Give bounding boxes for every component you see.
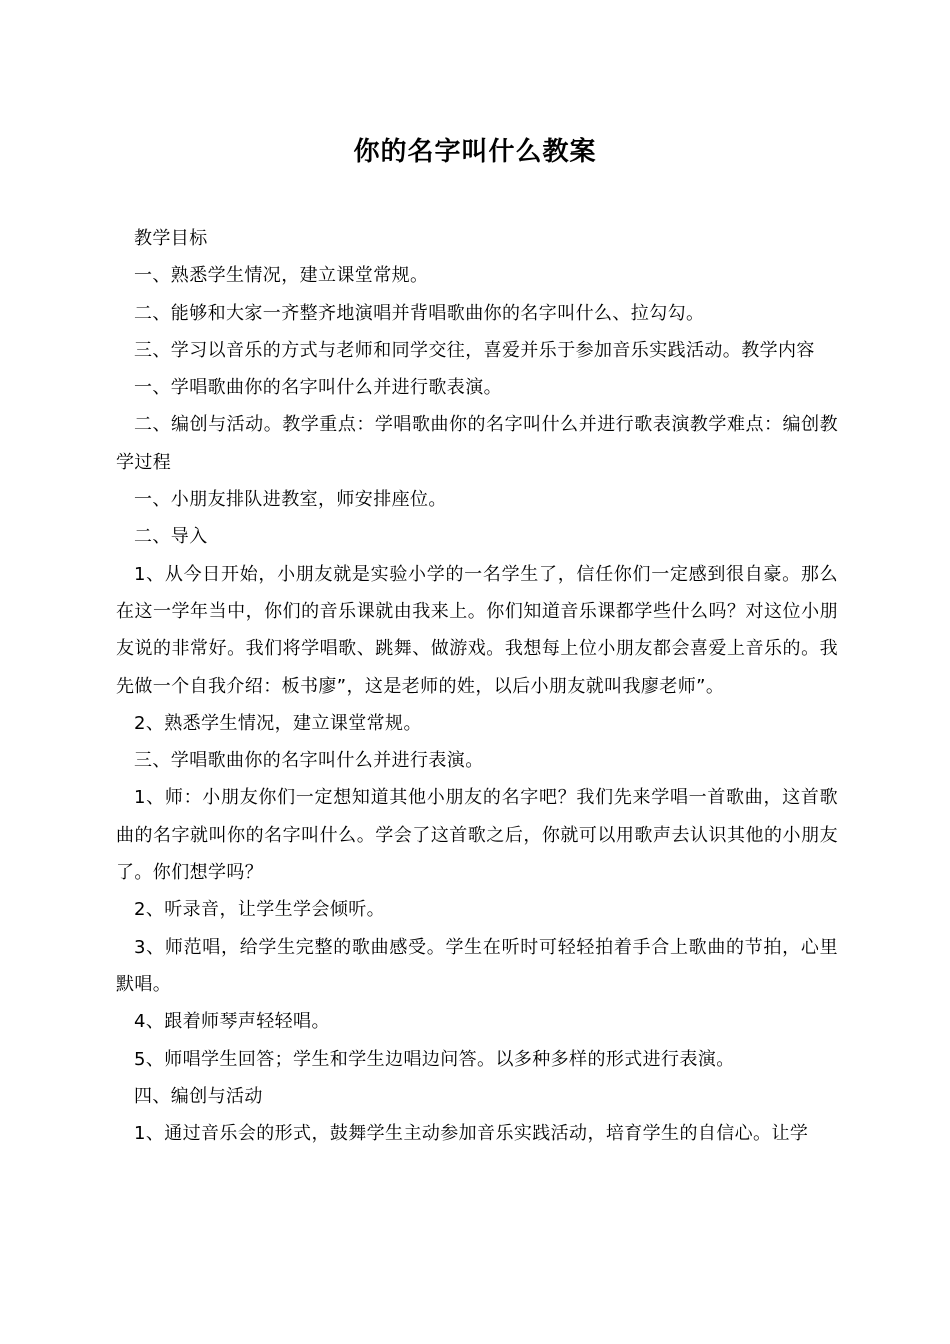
paragraph: 1、从今日开始，小朋友就是实验小学的一名学生了，信任你们一定感到很自豪。那么在这一学年当中，你们的音乐课就由我来上。你们知道音乐课都学些什么吗？对这位小朋友说的非常好。我们将学唱歌、跳舞、做游戏。我想每上位小朋友都会喜爱上音乐的。我先做一个自我介绍：板书廖”，这是老师的姓，以后小朋友就叫我廖老师”。: [116, 563, 838, 697]
paragraph: 1、通过音乐会的形式，鼓舞学生主动参加音乐实践活动，培育学生的自信心。让学: [134, 1123, 809, 1145]
paragraph: 三、学唱歌曲你的名字叫什么并进行表演。: [134, 750, 484, 772]
paragraph: 3、师范唱，给学生完整的歌曲感受。学生在听时可轻轻拍着手合上歌曲的节拍，心里默唱。: [116, 936, 838, 995]
paragraph: 4、跟着师琴声轻轻唱。: [134, 1011, 330, 1033]
paragraph: 5、师唱学生回答；学生和学生边唱边问答。以多种多样的形式进行表演。: [134, 1048, 735, 1070]
paragraph: 二、能够和大家一齐整齐地演唱并背唱歌曲你的名字叫什么、拉勾勾。: [134, 302, 705, 324]
paragraph: 一、学唱歌曲你的名字叫什么并进行歌表演。: [134, 377, 502, 399]
paragraph: 三、学习以音乐的方式与老师和同学交往，喜爱并乐于参加音乐实践活动。教学内容: [134, 339, 815, 361]
paragraph: 2、听录音，让学生学会倾听。: [134, 899, 386, 921]
document-title: 你的名字叫什么教案: [353, 137, 597, 167]
paragraph: 一、小朋友排队进教室，师安排座位。: [134, 489, 447, 511]
paragraph: 四、编创与活动: [134, 1085, 263, 1107]
paragraph: 二、编创与活动。教学重点：学唱歌曲你的名字叫什么并进行歌表演教学难点：编创教学过程: [116, 414, 838, 473]
paragraph: 1、师：小朋友你们一定想知道其他小朋友的名字吧？我们先来学唱一首歌曲，这首歌曲的名字就叫你的名字叫什么。学会了这首歌之后，你就可以用歌声去认识其他的小朋友了。你们想学吗？: [116, 787, 838, 884]
paragraph: 教学目标: [134, 228, 208, 249]
paragraph: 二、导入: [134, 526, 208, 548]
paragraph: 一、熟悉学生情况，建立课堂常规。: [134, 265, 429, 287]
paragraph: 2、熟悉学生情况，建立课堂常规。: [134, 712, 422, 734]
document-body: [116, 220, 838, 1152]
